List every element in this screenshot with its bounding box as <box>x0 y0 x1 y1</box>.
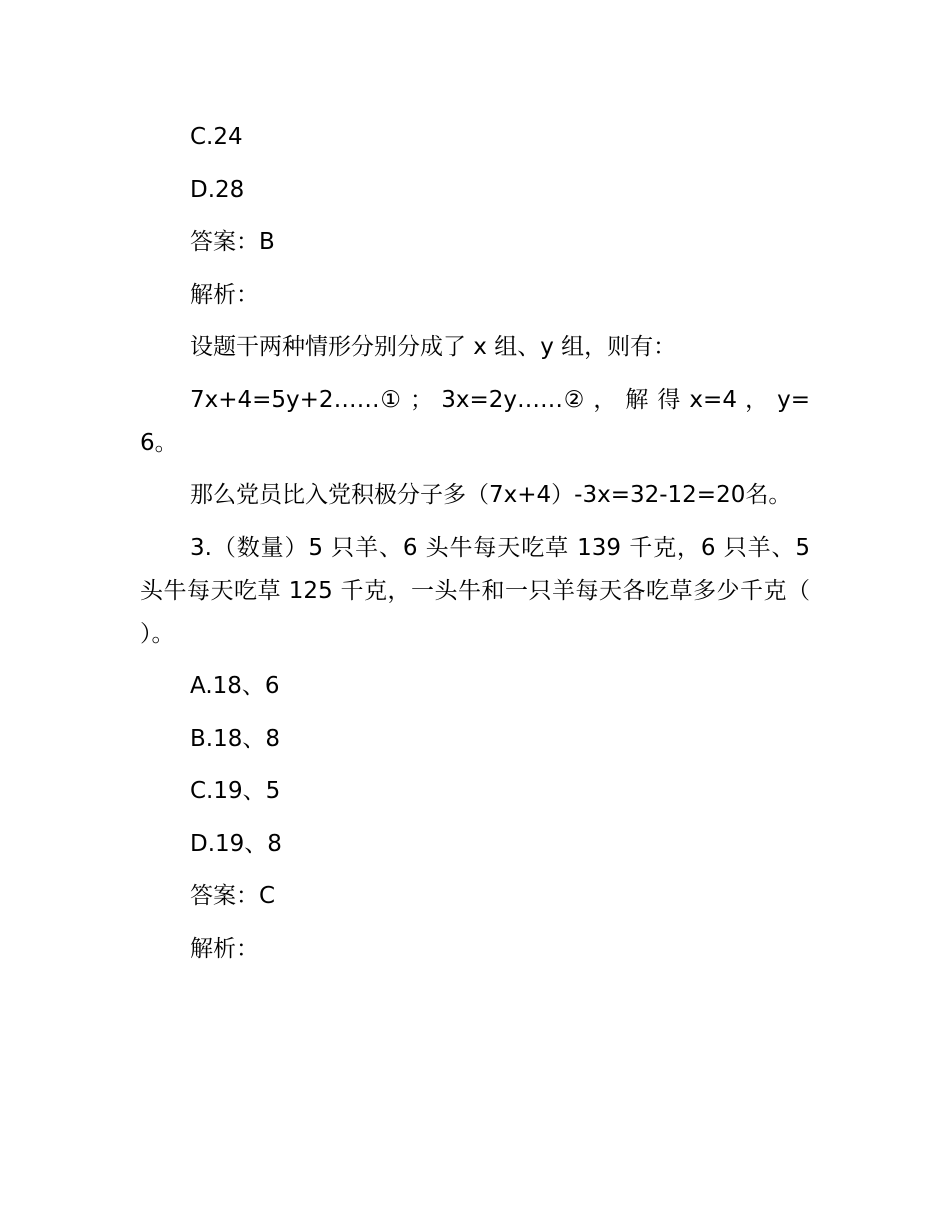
analysis-equations: 7x+4=5y+2……① ； 3x=2y……② ， 解 得 x=4 ， y=6。 <box>140 386 810 456</box>
analysis-label: 解析： <box>190 935 259 962</box>
option-d-28: D.28 <box>190 176 245 203</box>
option-a: A.18、6 <box>190 673 280 699</box>
option-d: D.19、8 <box>190 830 282 857</box>
question-3: 3.（数量）5 只羊、6 头牛每天吃草 139 千克，6 只羊、5 头牛每天吃草 125 千克，一头牛和一只羊每天各吃草多少千克（ ）。 <box>140 534 810 647</box>
answer-c: 答案：C <box>190 883 276 909</box>
option-b: B.18、8 <box>190 725 280 752</box>
analysis-label: 解析： <box>190 281 259 308</box>
answer-b: 答案：B <box>190 229 275 255</box>
document-body <box>140 116 810 980</box>
analysis-result: 那么党员比入党积极分子多（7x+4）-3x=32-12=20名。 <box>190 482 792 508</box>
analysis-line-1: 设题干两种情形分别分成了 x 组、y 组，则有： <box>190 334 677 360</box>
option-c-24: C.24 <box>190 124 243 150</box>
option-c: C.19、5 <box>190 778 281 804</box>
